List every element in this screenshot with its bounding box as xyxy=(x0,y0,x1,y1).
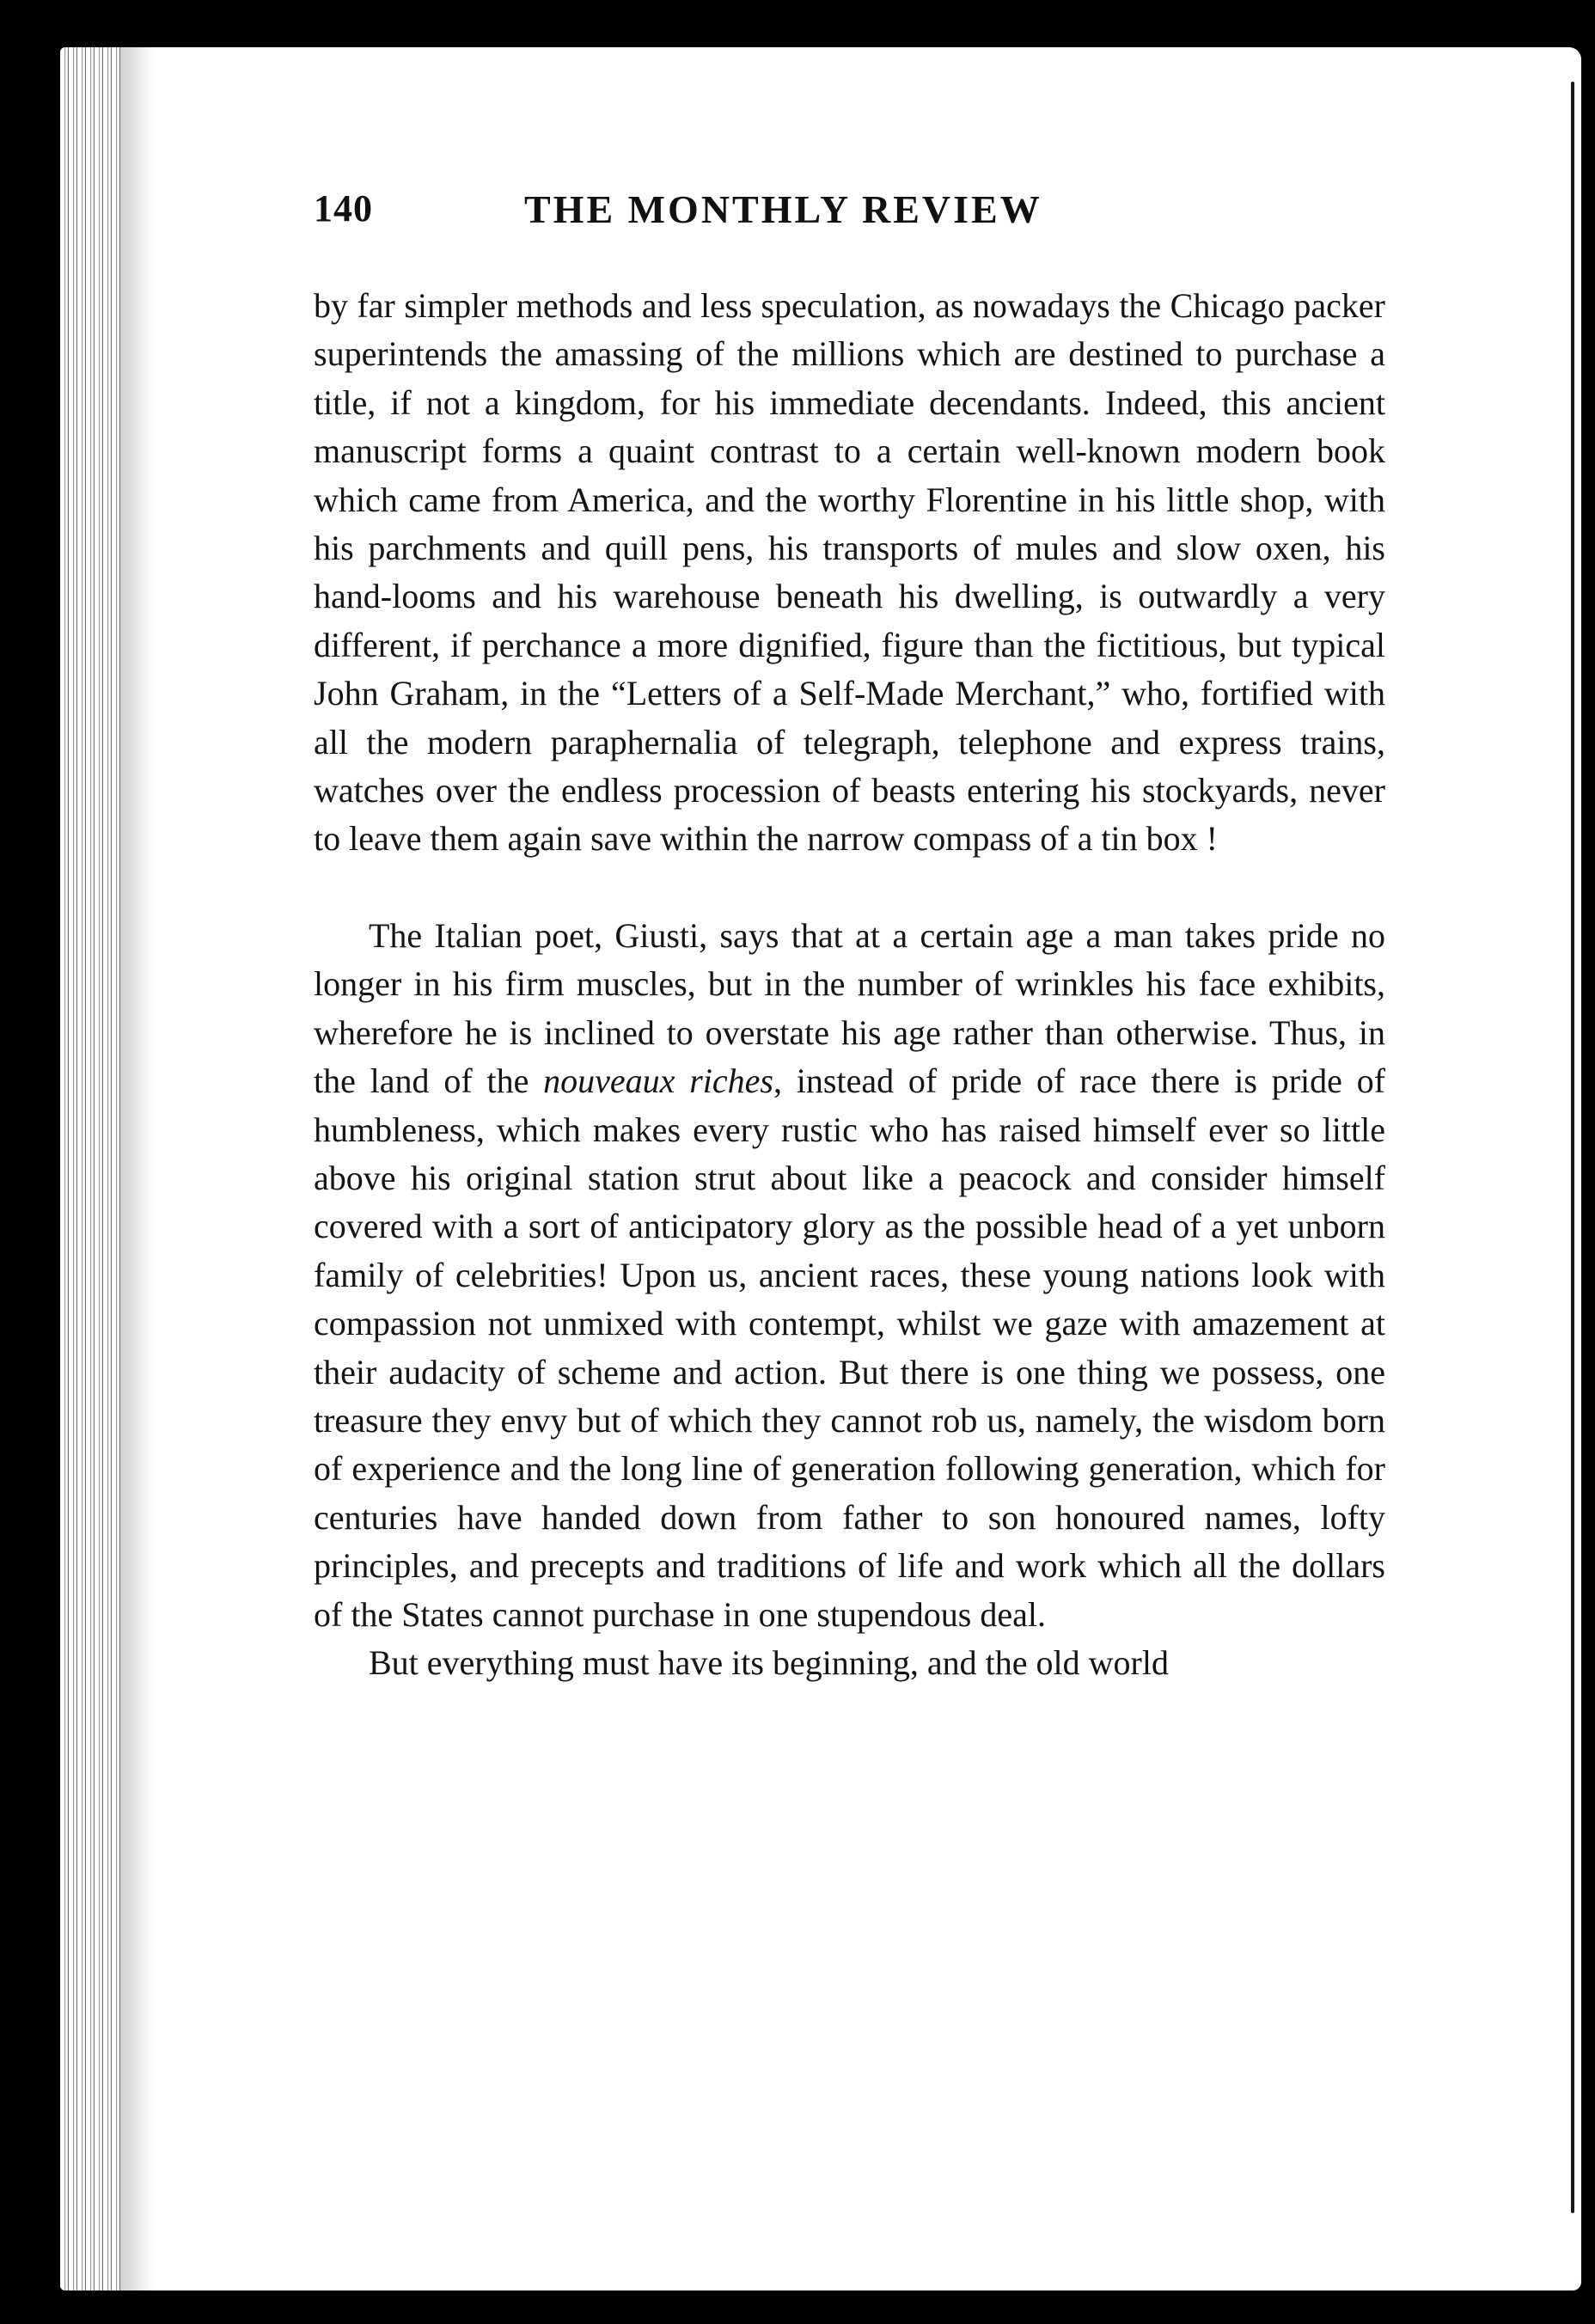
paragraph-2-part-1: The Italian poet, Giusti, says that at a certain age a man takes pride no longer in his firm muscles, but in the number of wrinkles his face exhibits, wherefore he is inclined to overstate his age rather than otherwise. Thus, in the land of the xyxy=(314,915,1385,1101)
paragraph-3: But everything must have its beginning, and the old world xyxy=(369,1642,1169,1682)
right-page-edge xyxy=(1571,82,1574,2213)
paragraph-2-part-2: , instead of pride of race there is pride of humbleness, which makes every rustic who has raised himself ever so little above his original station strut about like a peacock and consider himself covered with a sort of anticipatory glory as the possible head of a yet unborn family of celebrities! Upon us, ancient races, these young nations look with compassion not unmixed with contempt, whilst we gaze with amazement at their audacity of scheme and action. But there is one thing we possess, one treasure they envy but of which they cannot rob us, namely, the wisdom born of experience and the long line of generation following generation, which for centuries have handed down from father to son honoured names, lofty principles, and precepts and traditions of life and work which all the dollars of the States cannot purchase in one stupendous deal. xyxy=(314,1061,1386,1634)
page-edges xyxy=(60,47,120,2290)
italic-phrase: nouveaux riches xyxy=(543,1061,773,1101)
paragraph-1: by far simpler methods and less speculation, as nowadays the Chicago packer superintends the amassing of the millions which are destined to purchase a title, if not a kingdom, for his immediate decendants. Indeed, this ancient manuscript forms a quaint contrast to a certain well-known modern book which came from America, and the worthy Florentine in his little shop, with his parchments and quill pens, his transports of mules and slow oxen, his hand-looms and his warehouse beneath his dwelling, is outwardly a very different, if perchance a more dignified, figure than the fictitious, but typical John Graham, in the “Letters of a Self-Made Merchant,” who, fortified with all the modern paraphernalia of telegraph, telephone and express trains, watches over the endless procession of beasts entering his stockyards, never to leave them again save within the narrow compass of a tin box ! xyxy=(314,286,1385,859)
page-header xyxy=(314,187,1422,272)
page-number: 140 xyxy=(314,187,373,229)
running-head: THE MONTHLY REVIEW xyxy=(524,187,1042,231)
paragraph-2 xyxy=(314,912,1385,1639)
gutter-shadow xyxy=(120,47,155,2290)
body-text xyxy=(314,282,1385,1687)
